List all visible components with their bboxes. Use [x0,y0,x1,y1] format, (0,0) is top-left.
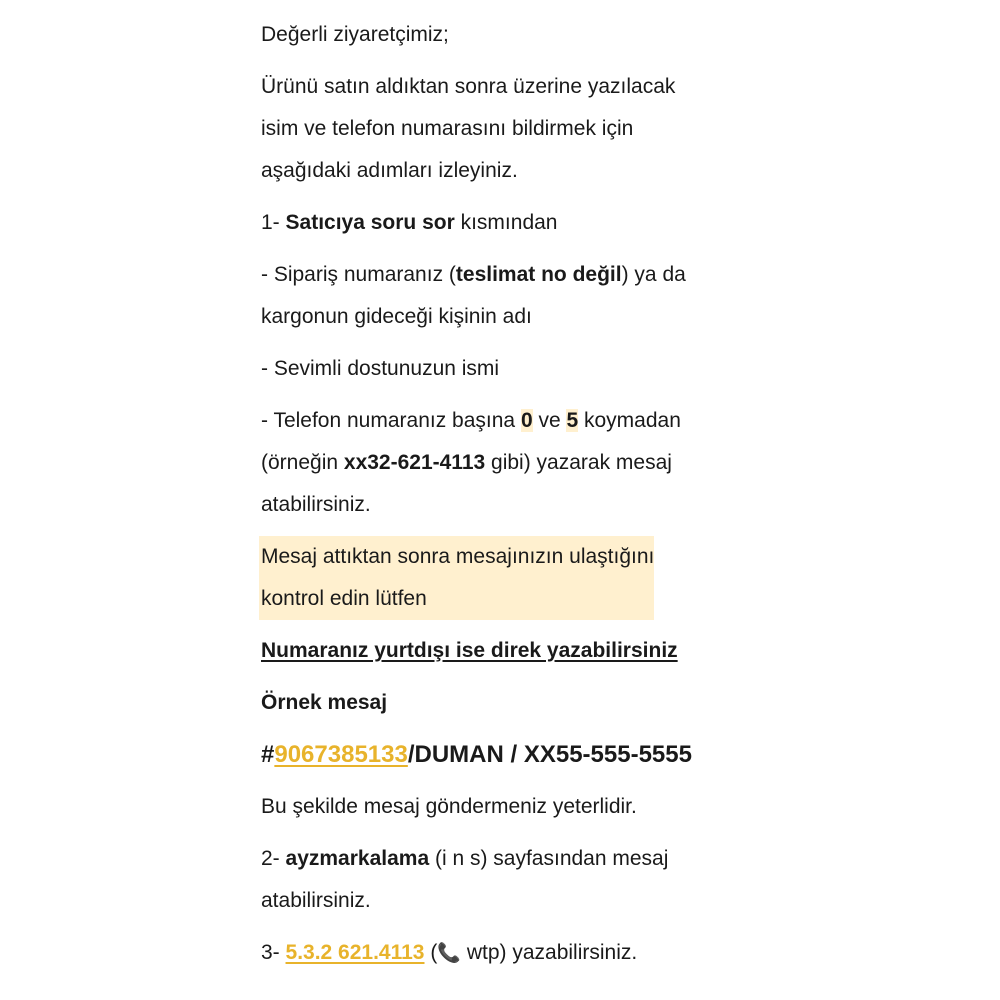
item-phone-line-1 [261,400,961,442]
abroad-note [261,630,961,672]
item-order-prefix: - Sipariş numaranız ( [261,263,456,286]
step-2-prefix: 2- [261,847,286,870]
item-order-suffix: ) ya da [621,263,686,286]
notice-block [259,536,654,620]
step-2 [261,838,961,922]
instructions-document [261,14,961,985]
step-1 [261,202,961,244]
item-phone-line-2 [261,442,961,484]
intro-paragraph [261,66,961,192]
item-order-number [261,254,961,338]
digit-zero-highlight: 0 [520,409,533,432]
abroad-text: Numaranız yurtdışı ise direk yazabilirsiniz [261,639,678,662]
step-3-after-icon: wtp) yazabilirsiniz. [461,941,638,964]
step-1-prefix: 1- [261,211,286,234]
item-phone-suffix: koymadan [578,409,681,432]
item-phone-example-prefix: (örneğin [261,451,344,474]
item-order-line-2: kargonun gideceği kişinin adı [261,305,532,328]
example-title-text: Örnek mesaj [261,691,388,714]
digit-five-highlight: 5 [566,409,579,432]
item-phone-mid: ve [532,409,567,432]
enough-note: Bu şekilde mesaj göndermeniz yeterlidir. [261,795,637,818]
intro-line-2: isim ve telefon numarasını bildirmek için [261,117,634,140]
step-2-bold: ayzmarkalama [285,847,430,870]
intro-line-1: Ürünü satın aldıktan sonra üzerine yazılacak [261,75,676,98]
step-3 [261,932,961,975]
step-3-prefix: 3- [261,941,286,964]
step-1-suffix: kısmından [454,211,558,234]
step-1-bold: Satıcıya soru sor [285,211,455,234]
item-phone [261,400,961,526]
step-3-phone-link[interactable]: 5.3.2 621.4113 [285,941,425,964]
item-pet-name: - Sevimli dostunuzun ismi [261,357,500,380]
example-hash: # [261,741,275,768]
example-order-link[interactable]: 9067385133 [274,741,408,768]
step-3-before-icon: ( [424,941,438,964]
intro-line-3: aşağıdaki adımları izleyiniz. [261,159,518,182]
notice-highlight [259,536,961,620]
example-message [261,734,961,776]
item-phone-example-suffix: gibi) yazarak mesaj [485,451,672,474]
notice-line-1: Mesaj attıktan sonra mesajınızın ulaştığını [261,545,655,568]
notice-line-2: kontrol edin lütfen [261,587,427,610]
item-phone-line-3: atabilirsiniz. [261,493,371,516]
item-order-bold: teslimat no değil [455,263,622,286]
item-order-line-1 [261,254,961,296]
item-phone-example-bold: xx32-621-4113 [343,451,486,474]
phone-icon: 📞 [437,943,461,964]
step-2-line-1 [261,838,961,880]
greeting: Değerli ziyaretçimiz; [261,23,449,46]
example-rest: /DUMAN / XX55-555-5555 [407,741,692,768]
step-2-line-2: atabilirsiniz. [261,889,371,912]
item-phone-prefix: - Telefon numaranız başına [261,409,521,432]
step-2-suffix: (i n s) sayfasından mesaj [429,847,669,870]
example-title [261,682,961,724]
